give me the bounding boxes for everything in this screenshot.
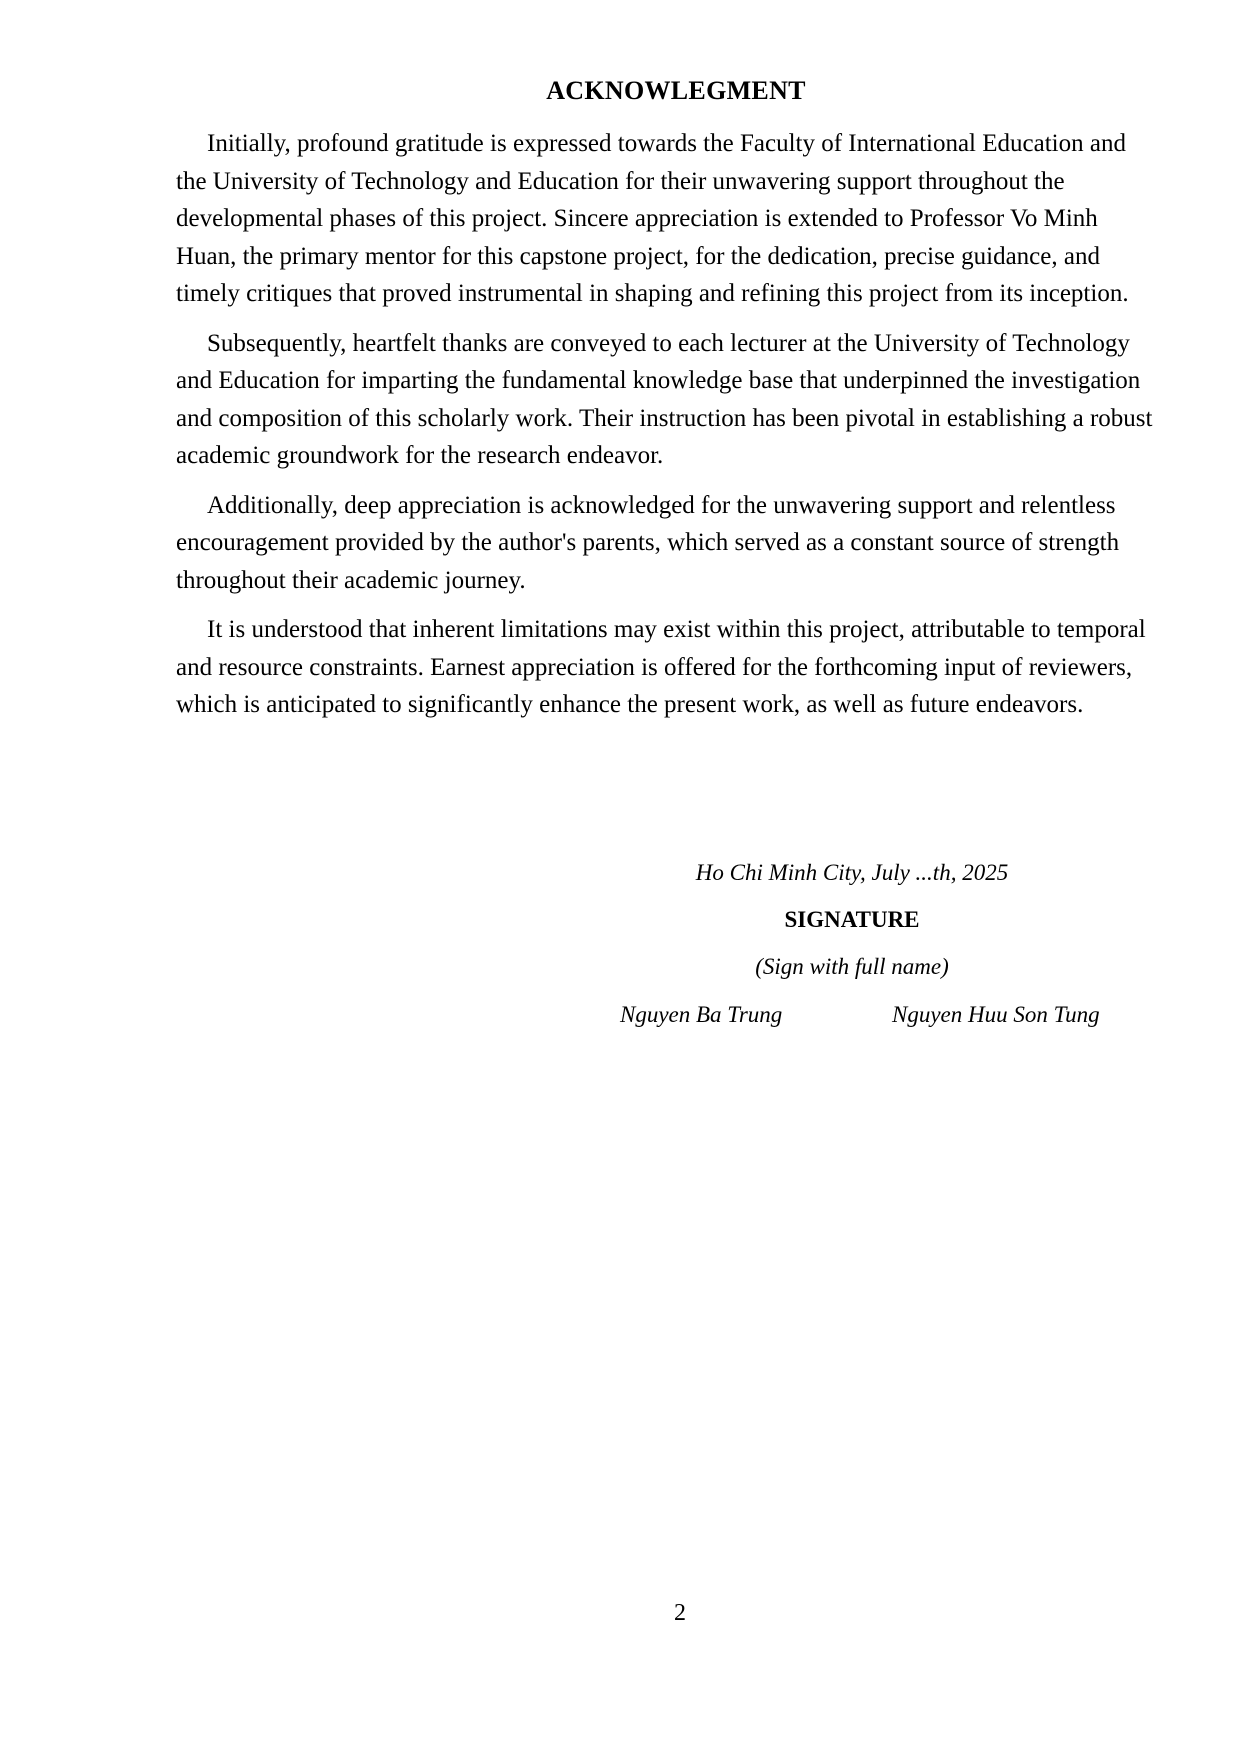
acknowledgment-body (176, 125, 1156, 736)
paragraph-1: Initially, profound gratitude is expressed towards the Faculty of International Education and the University of Technology and Education for their unwavering support throughout the developmental phases of this project. Sincere appreciation is extended to Professor Vo Minh Huan, the primary mentor for this capstone project, for the dedication, precise guidance, and timely critiques that proved instrumental in shaping and refining this project from its inception. (176, 130, 1129, 307)
paragraph-4: It is understood that inherent limitations may exist within this project, attributable to temporal and resource constraints. Earnest appreciation is offered for the forthcoming input of reviewers, which is anticipated to significantly enhance the present work, as well as future endeavors. (176, 616, 1146, 718)
paragraph-3: Additionally, deep appreciation is acknowledged for the unwavering support and relentless encouragement provided by the author's parents, which served as a constant source of strength throughout their academic journey. (176, 491, 1120, 594)
paragraph-2: Subsequently, heartfelt thanks are conveyed to each lecturer at the University of Technology and Education for imparting the fundamental knowledge base that underpinned the investigation and composition of this scholarly work. Their instruction has been pivotal in establishing a robust academic groundwork for the research endeavor. (176, 329, 1153, 469)
signer-name-1: Nguyen Ba Trung (620, 1002, 783, 1027)
page-title: ACKNOWLEGMENT (546, 76, 806, 105)
signature-note: (Sign with full name) (755, 954, 949, 979)
page-number: 2 (674, 1600, 686, 1626)
signature-label: SIGNATURE (784, 907, 920, 932)
signature-place-date: Ho Chi Minh City, July ...th, 2025 (695, 860, 1009, 885)
signer-name-2: Nguyen Huu Son Tung (892, 1002, 1100, 1027)
